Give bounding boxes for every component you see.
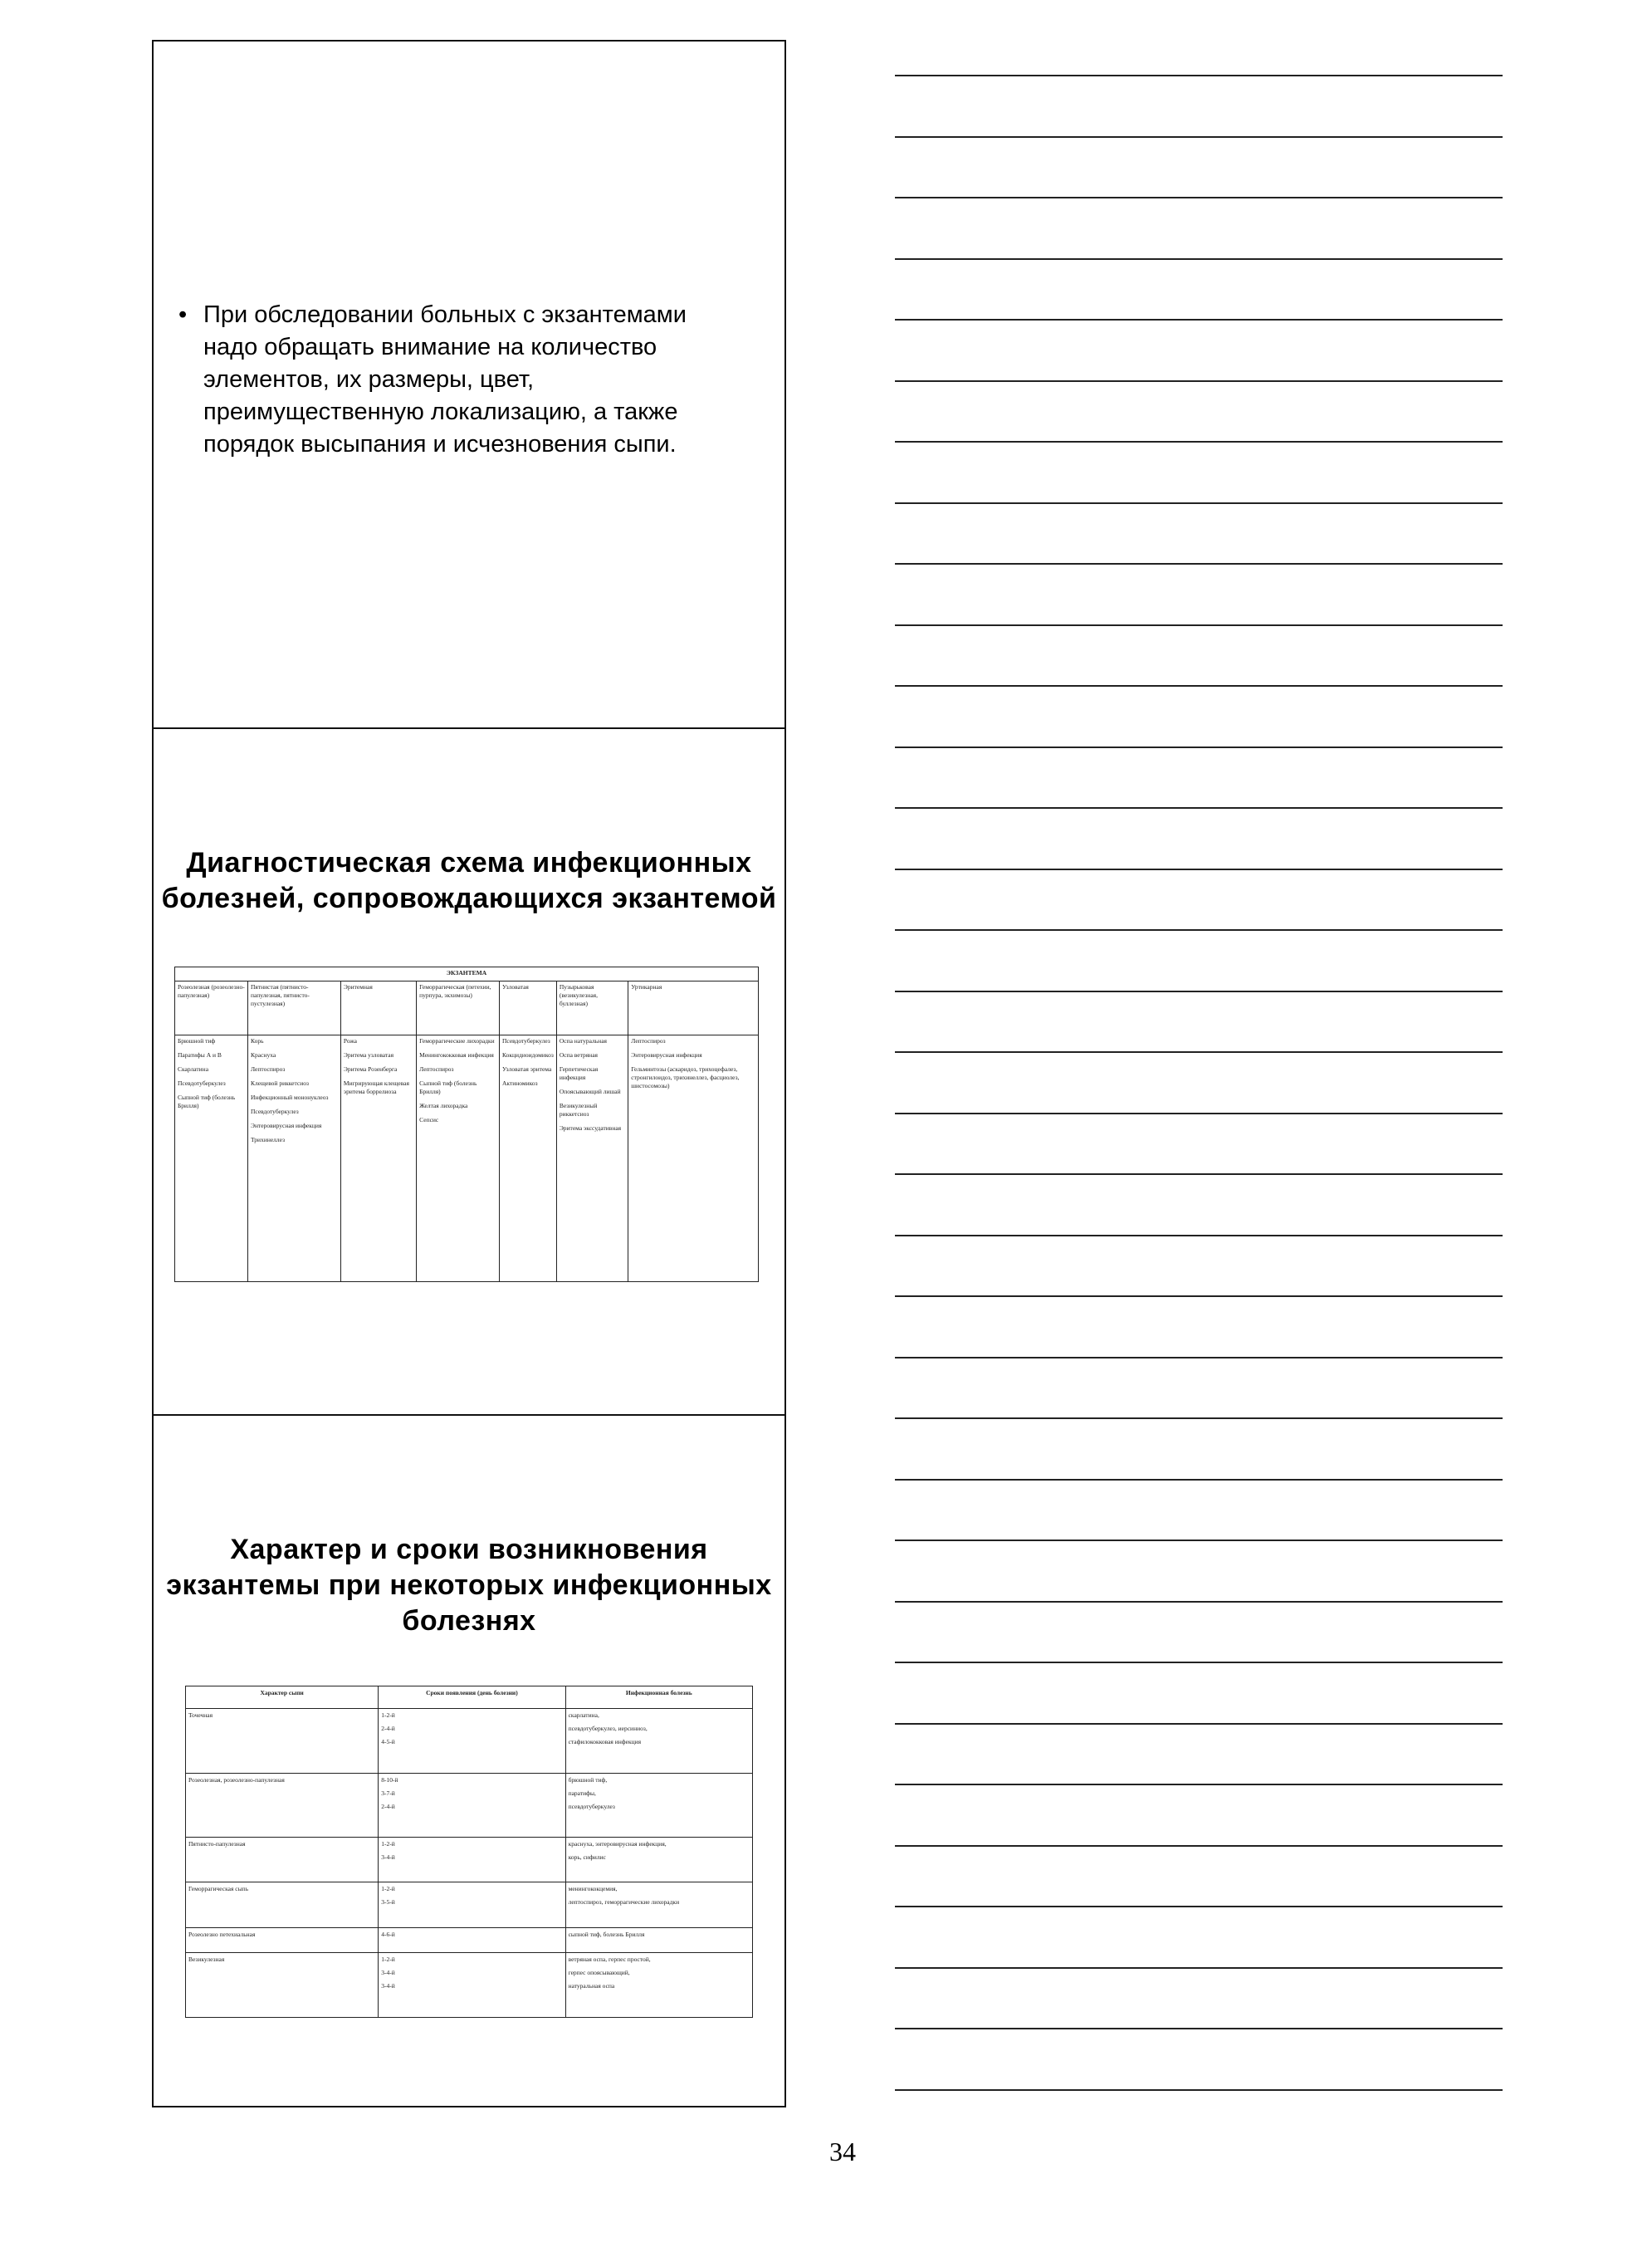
slides-column xyxy=(152,40,786,2107)
disease-item: стафилококковая инфекция xyxy=(568,1738,642,1745)
onset-days-cell xyxy=(379,1773,565,1838)
disease-item: Эритема Розенберга xyxy=(343,1065,398,1073)
note-line xyxy=(895,624,1503,626)
disease-cell xyxy=(565,1709,752,1774)
note-line xyxy=(895,2089,1503,2091)
disease-item: Корь xyxy=(251,1037,264,1045)
onset-day: 8-10-й xyxy=(381,1775,398,1784)
disease-item: Клещевой риккетсиоз xyxy=(251,1079,309,1087)
note-line xyxy=(895,1357,1503,1358)
note-line xyxy=(895,991,1503,992)
disease-item: псевдотуберкулез, иерсиниоз, xyxy=(568,1725,648,1732)
disease-item: псевдотуберкулез xyxy=(568,1802,615,1810)
disease-item: Энтеровирусная инфекция xyxy=(251,1122,322,1129)
table-row xyxy=(186,1927,753,1953)
note-line xyxy=(895,441,1503,443)
note-line xyxy=(895,1906,1503,1907)
note-line xyxy=(895,563,1503,565)
rash-type-cell: Розеолезная, розеолезно-папулезная xyxy=(186,1773,379,1838)
disease-item: менингококцемия, xyxy=(568,1885,618,1893)
table-cell xyxy=(556,1035,628,1282)
slide-title-diagnostic-scheme: Диагностическая схема инфекционных болезней, сопровождающихся экзантемой xyxy=(161,847,777,914)
disease-item: Лептоспироз xyxy=(631,1037,666,1045)
note-line xyxy=(895,1784,1503,1785)
table-row xyxy=(186,1709,753,1774)
note-line xyxy=(895,197,1503,198)
disease-item: Желтая лихорадка xyxy=(419,1102,468,1109)
disease-item: Гельминтозы (аскаридоз, трихоцефалез, стронгилоидоз, трихинеллез, фасциолез, шистосомозы) xyxy=(631,1065,740,1089)
disease-item: брюшной тиф, xyxy=(568,1775,608,1784)
disease-item: Псевдотуберкулез xyxy=(251,1108,299,1115)
disease-item: ветряная оспа, герпес простой, xyxy=(568,1956,651,1964)
rash-type-cell: Геморрагическая сыпь xyxy=(186,1882,379,1927)
rash-character-table xyxy=(185,1686,753,2018)
disease-item: Энтеровирусная инфекция xyxy=(631,1051,702,1059)
disease-item: Трихинеллез xyxy=(251,1136,286,1143)
onset-day: 2-4-й xyxy=(381,1725,395,1732)
disease-item: Кокцидиоидомикоз xyxy=(502,1051,554,1059)
note-line xyxy=(895,1662,1503,1663)
disease-item: Рожа xyxy=(343,1037,357,1045)
note-line xyxy=(895,1540,1503,1541)
disease-item: Узловатая эритема xyxy=(502,1065,552,1073)
column-header: Сроки появления (день болезни) xyxy=(379,1686,565,1709)
note-line xyxy=(895,136,1503,138)
disease-item: Лептоспироз xyxy=(251,1065,286,1073)
onset-days-cell xyxy=(379,1838,565,1882)
rash-type-cell: Розеолезно петехиальная xyxy=(186,1927,379,1953)
column-header: Узловатая xyxy=(500,981,557,1035)
note-line xyxy=(895,502,1503,504)
table-cell xyxy=(248,1035,341,1282)
disease-item: Мигрирующая клещевая эритема боррелиоза xyxy=(343,1079,409,1095)
page-number: 34 xyxy=(829,2137,856,2166)
note-line xyxy=(895,1601,1503,1603)
onset-day: 4-5-й xyxy=(381,1738,395,1745)
disease-item: герпес опоясывающий, xyxy=(568,1969,630,1977)
onset-day: 4-6-й xyxy=(381,1930,395,1938)
note-line xyxy=(895,319,1503,321)
disease-item: Актиномикоз xyxy=(502,1079,538,1087)
note-line xyxy=(895,1845,1503,1847)
disease-item: Эритема экссудативная xyxy=(559,1124,622,1132)
disease-item: Опоясывающий лишай xyxy=(559,1088,621,1095)
onset-day: 3-4-й xyxy=(381,1969,395,1977)
disease-item: Паратифы А и В xyxy=(178,1051,222,1059)
column-header: Характер сыпи xyxy=(186,1686,379,1709)
note-line xyxy=(895,929,1503,931)
column-header: Эритемная xyxy=(340,981,416,1035)
disease-item: скарлатина, xyxy=(568,1711,599,1719)
disease-item: паратифы, xyxy=(568,1789,596,1797)
column-header: Инфекционная болезнь xyxy=(565,1686,752,1709)
slide-3 xyxy=(154,1416,784,2107)
column-header: Геморрагическая (петехии, пурпура, экхимозы) xyxy=(417,981,500,1035)
disease-item: Инфекционный мононуклеоз xyxy=(251,1094,329,1101)
rash-type-cell: Везикулезная xyxy=(186,1953,379,2018)
disease-item: Брюшной тиф xyxy=(178,1037,216,1045)
table-span-header: ЭКЗАНТЕМА xyxy=(175,967,759,981)
table-cell xyxy=(340,1035,416,1282)
note-line xyxy=(895,75,1503,76)
table-row xyxy=(186,1773,753,1838)
disease-item: Псевдотуберкулез xyxy=(178,1079,226,1087)
disease-item: Лептоспироз xyxy=(419,1065,454,1073)
note-line xyxy=(895,869,1503,870)
disease-cell xyxy=(565,1773,752,1838)
disease-item: сыпной тиф, болезнь Брилля xyxy=(568,1930,645,1938)
bullet-text: При обследовании больных с экзантемами надо обращать внимание на количество элементов, их размеры, цвет, преимущественную локализацию, а также порядок высыпания и исчезновения сыпи. xyxy=(203,301,687,458)
disease-item: Оспа натуральная xyxy=(559,1037,607,1045)
disease-item: краснуха, энтеровирусная инфекция, xyxy=(568,1840,667,1848)
column-header: Пятнистая (пятнисто-папулезная, пятнисто-пустулезная) xyxy=(248,981,341,1035)
column-header: Розеолезная (розеолезно-папулезная) xyxy=(175,981,248,1035)
column-header: Пузырьковая (везикулезная, буллезная) xyxy=(556,981,628,1035)
disease-item: Герпетическая инфекция xyxy=(559,1065,599,1081)
onset-day: 2-4-й xyxy=(381,1802,395,1810)
disease-item: Оспа ветряная xyxy=(559,1051,598,1059)
disease-item: Скарлатина xyxy=(178,1065,209,1073)
disease-item: Везикулезный риккетсиоз xyxy=(559,1102,598,1118)
disease-cell xyxy=(565,1927,752,1953)
note-line xyxy=(895,1723,1503,1725)
onset-day: 3-4-й xyxy=(381,1982,395,1990)
bullet-symbol: • xyxy=(178,301,188,328)
table-cell xyxy=(500,1035,557,1282)
disease-item: Сыпной тиф (болезнь Брилля) xyxy=(419,1079,477,1095)
onset-day: 1-2-й xyxy=(381,1840,395,1848)
table-row xyxy=(186,1838,753,1882)
onset-days-cell xyxy=(379,1709,565,1774)
table-cell xyxy=(175,1035,248,1282)
table-cell xyxy=(417,1035,500,1282)
note-line xyxy=(895,1113,1503,1114)
disease-item: Сепсис xyxy=(419,1116,439,1123)
disease-cell xyxy=(565,1882,752,1927)
note-line xyxy=(895,258,1503,260)
onset-days-cell xyxy=(379,1953,565,2018)
note-line xyxy=(895,1051,1503,1053)
disease-cell xyxy=(565,1838,752,1882)
disease-item: лептоспироз, геморрагические лихорадки xyxy=(568,1898,680,1907)
note-line xyxy=(895,2028,1503,2029)
disease-cell xyxy=(565,1953,752,2018)
slide-2 xyxy=(154,729,784,1416)
note-line xyxy=(895,1417,1503,1419)
slide-title-rash-character: Характер и сроки возникновения экзантемы при некоторых инфекционных болезнях xyxy=(166,1534,772,1637)
disease-item: Псевдотуберкулез xyxy=(502,1037,550,1045)
onset-day: 1-2-й xyxy=(381,1885,395,1893)
column-header: Уртикарная xyxy=(628,981,759,1035)
disease-item: Геморрагические лихорадки xyxy=(419,1037,495,1045)
note-line xyxy=(895,1479,1503,1481)
disease-item: натуральная оспа xyxy=(568,1982,615,1990)
disease-item: корь, сифилис xyxy=(568,1853,606,1862)
note-line xyxy=(895,1173,1503,1175)
note-line xyxy=(895,1295,1503,1297)
note-line xyxy=(895,1967,1503,1969)
onset-day: 3-5-й xyxy=(381,1898,395,1907)
disease-item: Менингококковая инфекция xyxy=(419,1051,494,1059)
note-line xyxy=(895,1235,1503,1236)
onset-day: 3-4-й xyxy=(381,1853,395,1862)
onset-days-cell xyxy=(379,1927,565,1953)
table-cell xyxy=(628,1035,759,1282)
note-line xyxy=(895,685,1503,687)
onset-day: 1-2-й xyxy=(381,1711,395,1719)
table-row xyxy=(186,1953,753,2018)
note-line xyxy=(895,380,1503,382)
note-line xyxy=(895,747,1503,748)
rash-type-cell: Точечная xyxy=(186,1709,379,1774)
rash-type-cell: Пятнисто-папулезная xyxy=(186,1838,379,1882)
note-line xyxy=(895,807,1503,809)
slide-1 xyxy=(154,42,784,729)
diagnostic-scheme-table xyxy=(174,967,759,1282)
bullet-paragraph xyxy=(178,299,735,461)
onset-days-cell xyxy=(379,1882,565,1927)
disease-item: Краснуха xyxy=(251,1051,276,1059)
disease-item: Сыпной тиф (болезнь Брилля) xyxy=(178,1094,236,1109)
disease-item: Эритема узловатая xyxy=(343,1051,394,1059)
onset-day: 3-7-й xyxy=(381,1789,395,1797)
onset-day: 1-2-й xyxy=(381,1956,395,1964)
table-row xyxy=(186,1882,753,1927)
